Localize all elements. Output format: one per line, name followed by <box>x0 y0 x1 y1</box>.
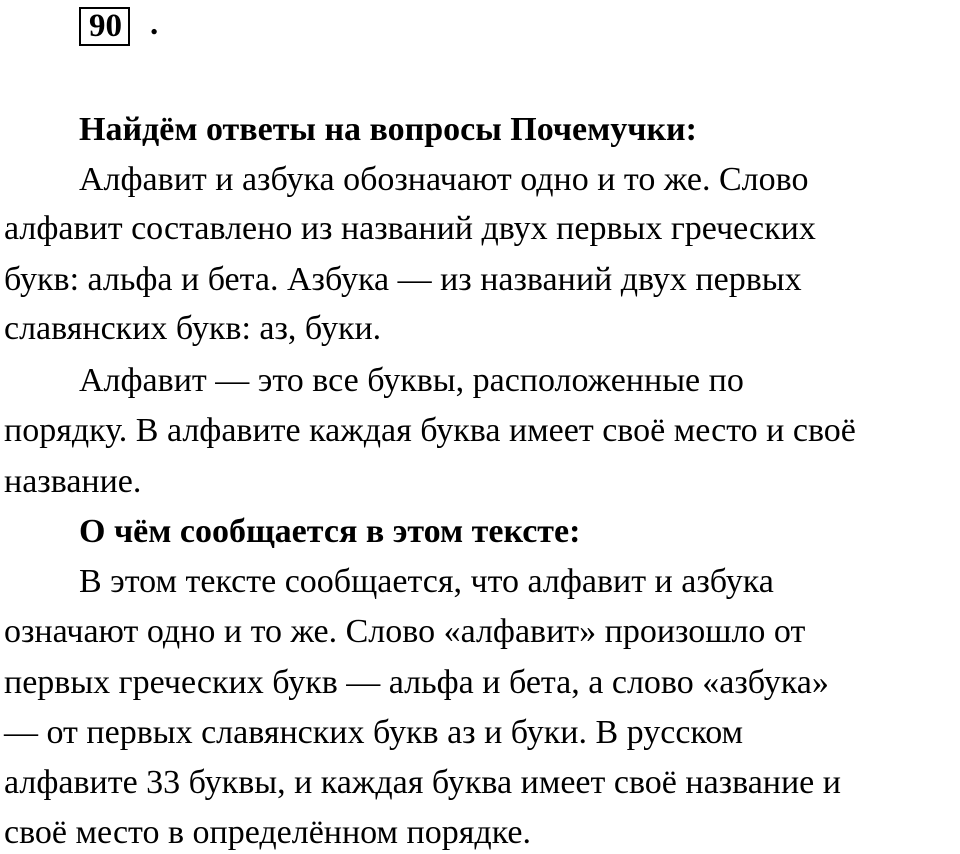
exercise-number-dot: . <box>150 6 159 42</box>
paragraph-line: — от первых славянских букв аз и буки. В русском <box>4 714 744 751</box>
section-heading-summary: О чём сообщается в этом тексте: <box>79 513 581 550</box>
exercise-number-box <box>79 7 130 46</box>
section-heading-answers: Найдём ответы на вопросы Почемучки: <box>79 111 697 148</box>
paragraph-line: первых греческих букв — альфа и бета, а слово «азбука» <box>4 664 829 701</box>
paragraph-line: своё место в определённом порядке. <box>4 814 531 851</box>
paragraph-line: означают одно и то же. Слово «алфавит» произошло от <box>4 613 806 650</box>
paragraph-line: порядку. В алфавите каждая буква имеет своё место и своё <box>4 412 856 449</box>
paragraph-line: В этом тексте сообщается, что алфавит и азбука <box>79 563 774 600</box>
paragraph-line: Алфавит и азбука обозначают одно и то же. Слово <box>79 161 809 198</box>
paragraph-line: алфавите 33 буквы, и каждая буква имеет своё название и <box>4 764 841 801</box>
paragraph-line: алфавит составлено из названий двух первых греческих <box>4 210 816 247</box>
paragraph-line: название. <box>4 463 142 500</box>
paragraph-line: Алфавит — это все буквы, расположенные по <box>79 362 744 399</box>
paragraph-line: букв: альфа и бета. Азбука — из названий двух первых <box>4 261 802 298</box>
exercise-number: 90 <box>89 8 122 44</box>
paragraph-line: славянских букв: аз, буки. <box>4 310 382 347</box>
